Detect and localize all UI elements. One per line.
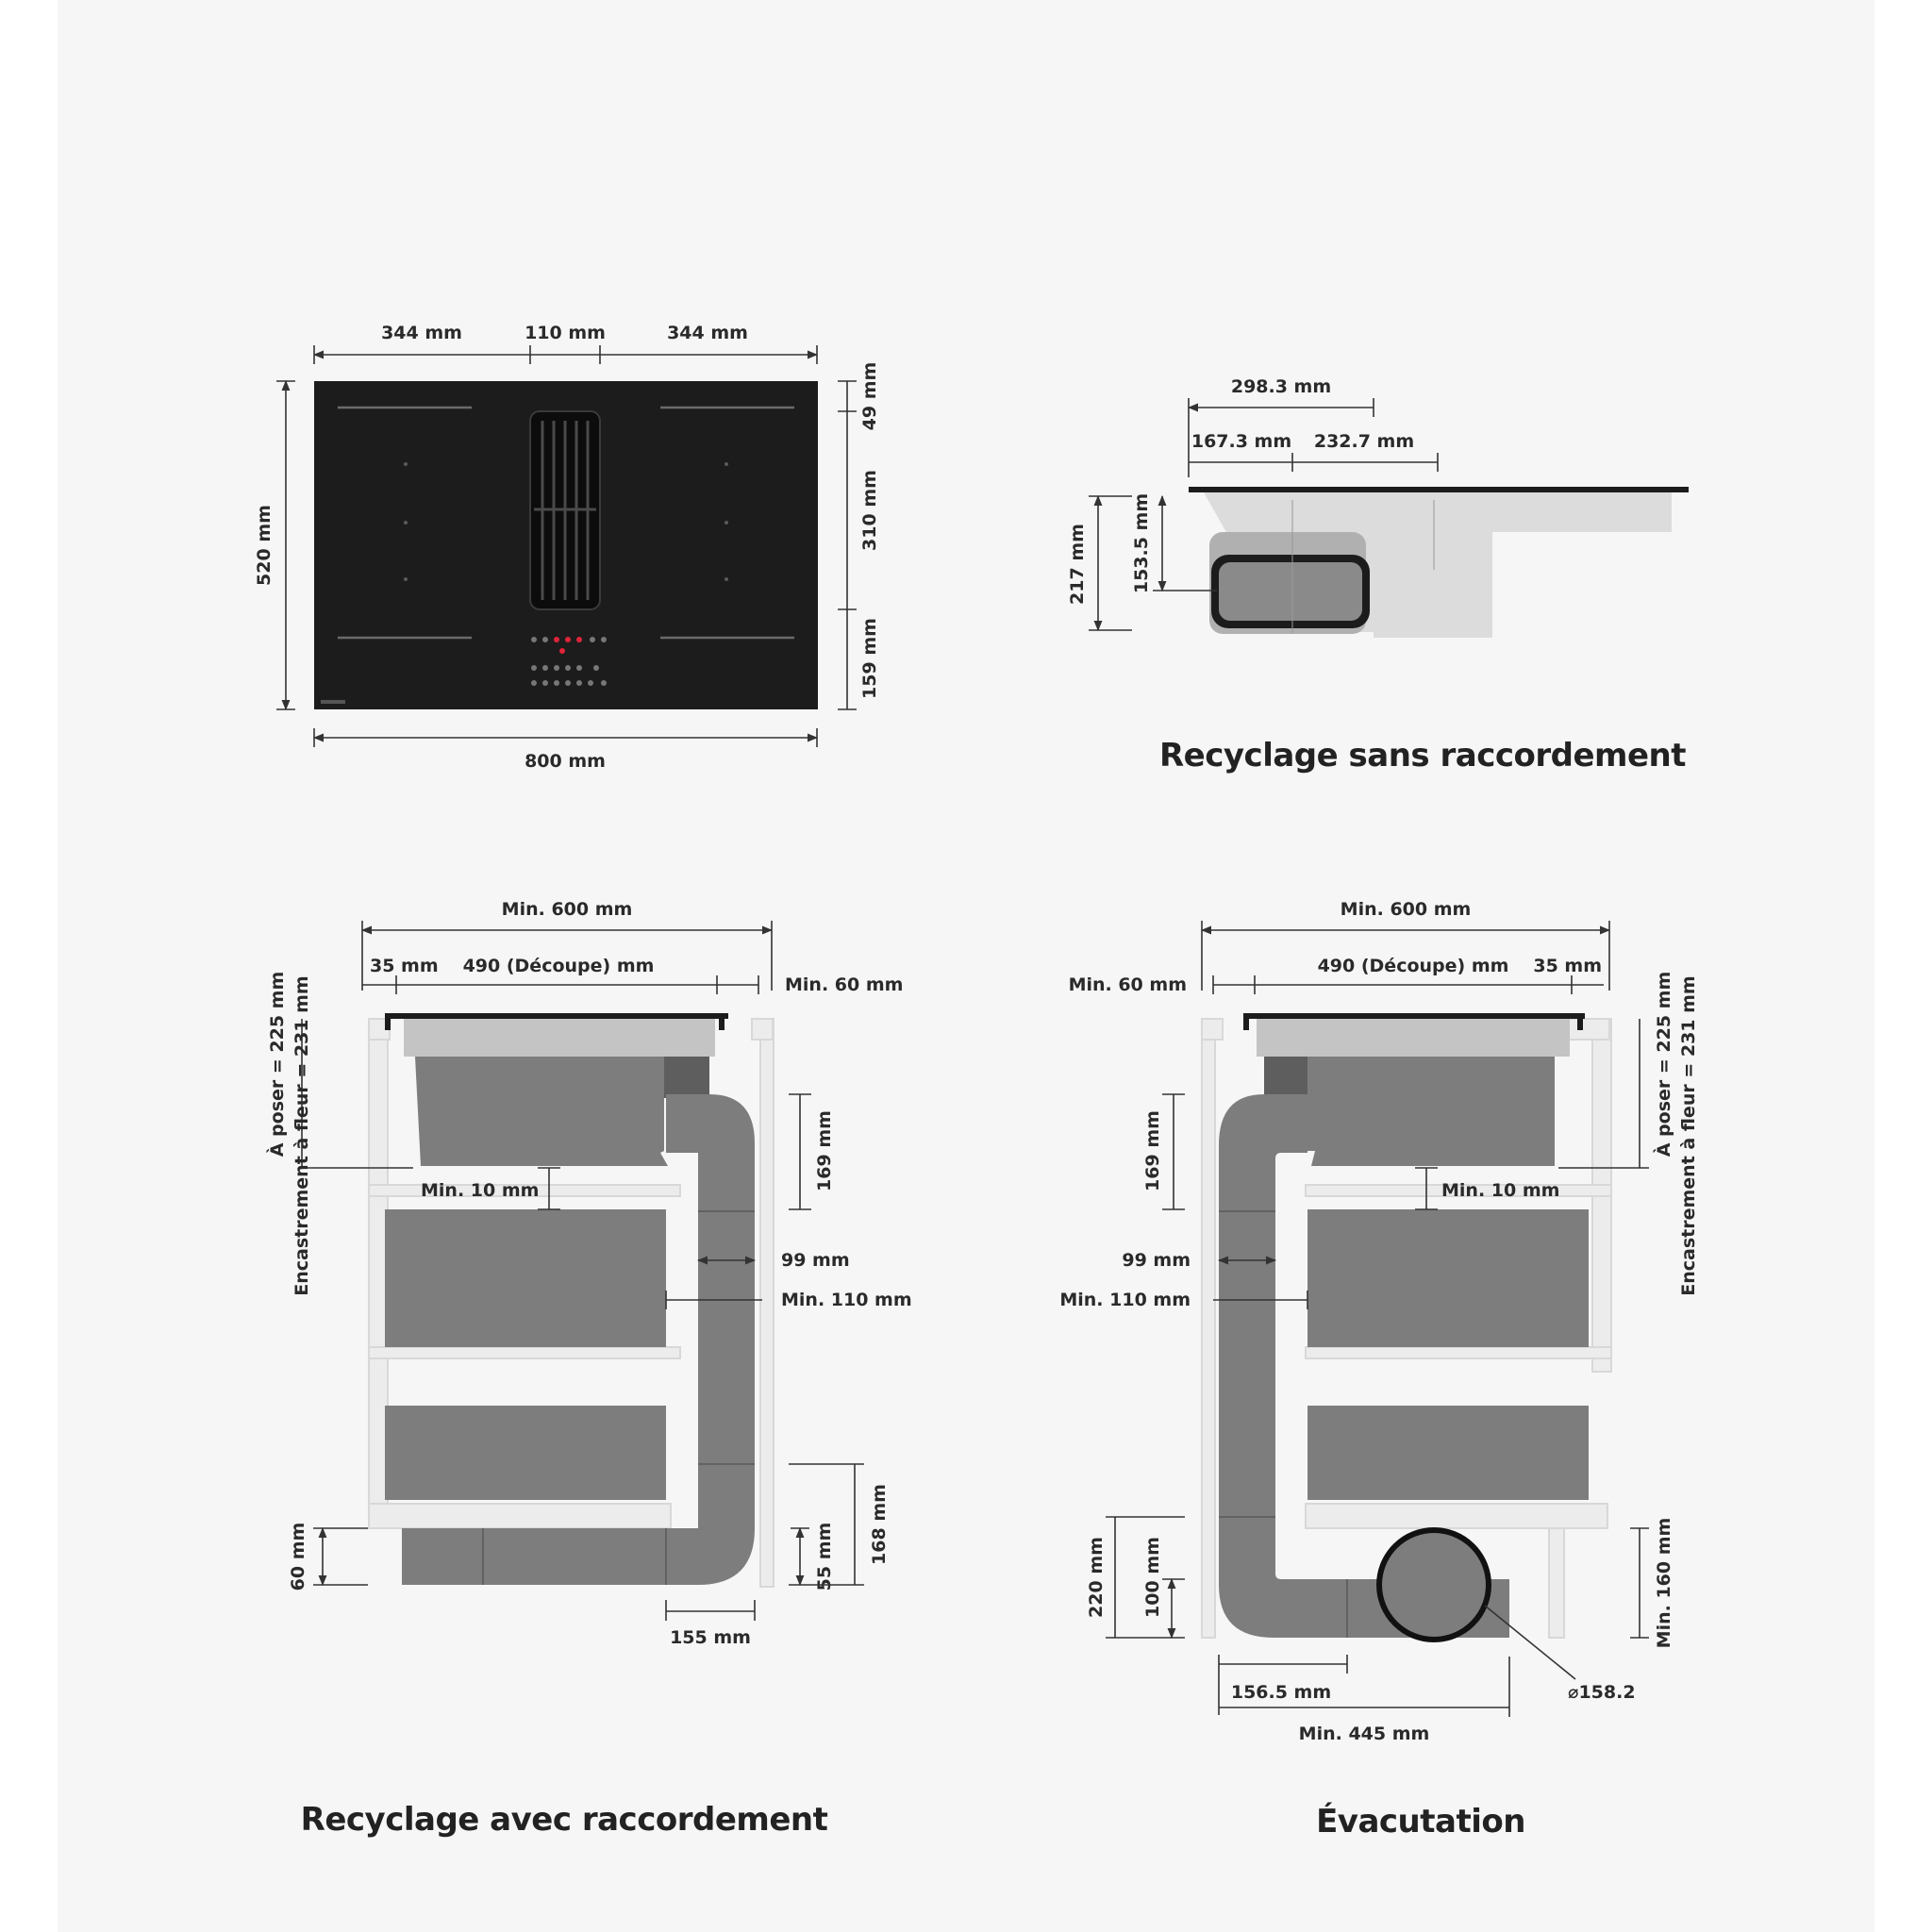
hob-glass-section: [387, 1013, 728, 1019]
evac-drawer-lower: [1307, 1406, 1589, 1500]
evac-35-label: 35 mm: [1533, 956, 1602, 976]
evac-490-label: 490 (Découpe) mm: [1317, 956, 1509, 976]
drawer-upper: [385, 1209, 666, 1347]
evac-a-poser-label: À poser = 225 mm: [1654, 971, 1674, 1158]
cabinet-right-side: [760, 1019, 774, 1587]
side-height-217-label: 217 mm: [1067, 524, 1088, 605]
avec-155-label: 155 mm: [670, 1627, 751, 1648]
hob-depth-top-label: 49 mm: [859, 361, 880, 431]
evac-100-label: 100 mm: [1142, 1537, 1163, 1618]
side-height-153-label: 153.5 mm: [1131, 492, 1152, 594]
side-width-232-label: 232.7 mm: [1313, 431, 1415, 452]
evac-drawer-upper: [1307, 1209, 1589, 1347]
duct-outlet-circle: [1379, 1530, 1489, 1640]
avec-60-label: 60 mm: [288, 1522, 308, 1591]
evac-encastrement-label: Encastrement à fleur = 231 mm: [1678, 975, 1699, 1296]
evac-99-label: 99 mm: [1122, 1250, 1191, 1271]
hob-width-left-label: 344 mm: [381, 323, 462, 343]
section-evacuation: [1059, 899, 1699, 1840]
brand-logo-mark: [321, 700, 345, 704]
avec-a-poser-label: À poser = 225 mm: [267, 971, 288, 1158]
evac-min-445-label: Min. 445 mm: [1298, 1724, 1430, 1744]
side-width-167-label: 167.3 mm: [1191, 431, 1292, 452]
avec-168-label: 168 mm: [869, 1484, 890, 1565]
avec-min-110-label: Min. 110 mm: [781, 1290, 912, 1310]
avec-99-label: 99 mm: [781, 1250, 850, 1271]
hob-width-right-label: 344 mm: [667, 323, 748, 343]
evac-169-label: 169 mm: [1142, 1110, 1163, 1191]
avec-encastrement-label: Encastrement à fleur = 231 mm: [291, 975, 312, 1296]
section-recyclage-avec-raccordement: [266, 899, 912, 1839]
drawer-lower: [385, 1406, 666, 1500]
hob-depth-bottom-label: 159 mm: [859, 618, 880, 699]
section-recyclage-sans-raccordement: [1067, 376, 1689, 774]
evac-diameter-label: ⌀158.2: [1568, 1682, 1636, 1703]
evac-cabinet-left-side: [1202, 1019, 1215, 1638]
hob-width-total-label: 800 mm: [525, 751, 606, 772]
avec-min-60-label: Min. 60 mm: [785, 974, 904, 995]
motor-box: [415, 1057, 668, 1166]
avec-169-label: 169 mm: [814, 1110, 835, 1191]
vent-grille-bars: [534, 421, 596, 600]
hob-width-center-label: 110 mm: [525, 323, 606, 343]
avec-490-label: 490 (Découpe) mm: [462, 956, 655, 976]
evac-min-160-label: Min. 160 mm: [1654, 1517, 1674, 1649]
evac-motor-box: [1307, 1057, 1555, 1166]
evac-min-60-label: Min. 60 mm: [1068, 974, 1187, 995]
hob-depth-vent-label: 310 mm: [859, 470, 880, 551]
evac-156-label: 156.5 mm: [1230, 1682, 1332, 1703]
hob-glass-side: [1189, 487, 1689, 492]
side-width-298-label: 298.3 mm: [1230, 376, 1332, 397]
evac-min-10-label: Min. 10 mm: [1441, 1180, 1560, 1201]
caption-evacuation: Évacutation: [1316, 1803, 1525, 1840]
avec-35-label: 35 mm: [370, 956, 439, 976]
evac-min-110-label: Min. 110 mm: [1059, 1290, 1191, 1310]
evac-hob-glass: [1243, 1013, 1585, 1019]
avec-55-label: 55 mm: [814, 1522, 835, 1591]
hob-top-view: [254, 323, 880, 772]
evac-220-label: 220 mm: [1086, 1537, 1107, 1618]
evac-min-600-label: Min. 600 mm: [1340, 899, 1472, 920]
avec-min-600-label: Min. 600 mm: [501, 899, 633, 920]
caption-avec-raccordement: Recyclage avec raccordement: [300, 1801, 828, 1839]
caption-sans-raccordement: Recyclage sans raccordement: [1159, 737, 1686, 774]
avec-min-10-label: Min. 10 mm: [421, 1180, 540, 1201]
filter-inner: [1219, 562, 1362, 621]
hob-depth-total-label: 520 mm: [254, 505, 275, 586]
hob-body: [404, 1019, 715, 1057]
